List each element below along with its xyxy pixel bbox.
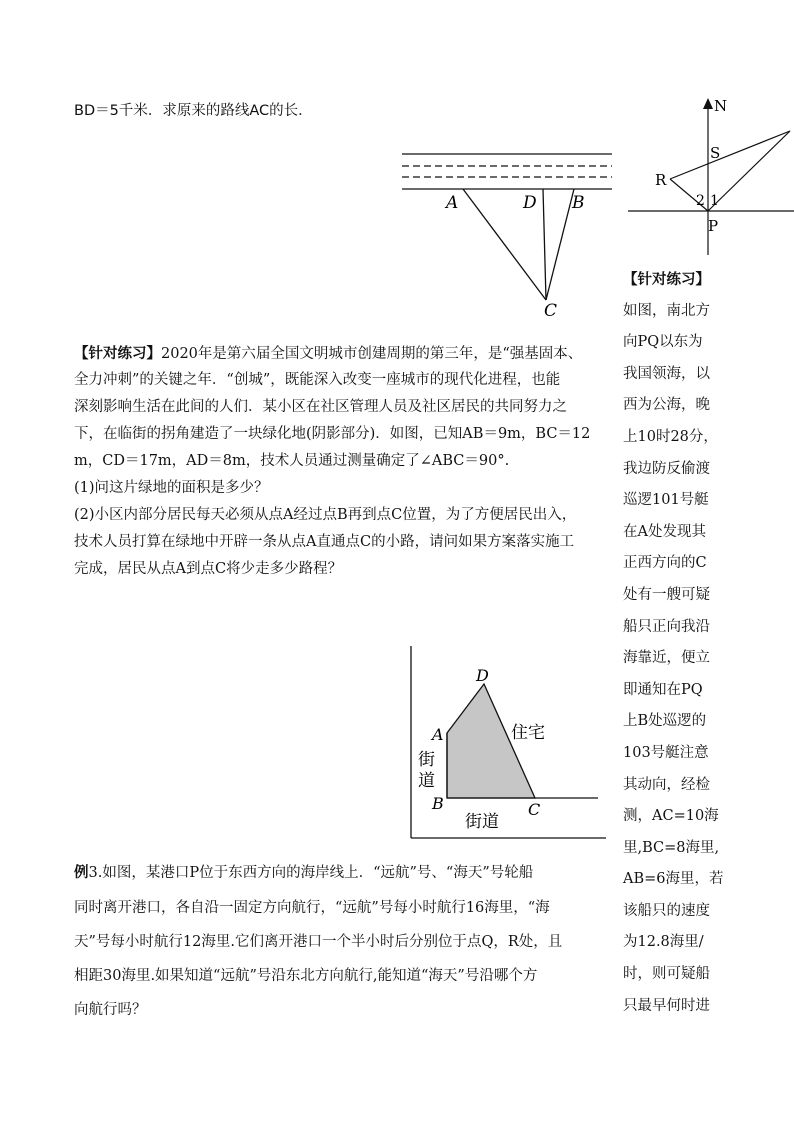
right-line: 该船只的速度 [623,902,710,919]
example3-line-0: 例3.如图，某港口P位于东西方向的海岸线上．“远航”号、“海天”号轮船 [74,864,534,881]
compass-figure [622,95,794,265]
exercise1-heading: 【针对练习】 [74,345,161,362]
label-a: A [446,193,459,213]
example3-line-3: 相距30海里.如果知道“远航”号沿东北方向航行,能知道“海天”号沿哪个方 [74,968,538,984]
label-c: C [544,301,558,320]
right-line: 只最早何时进 [623,997,710,1014]
example3-line-2: 天”号每小时航行12海里.它们离开港口一个半小时后分别位于点Q，R处，且 [74,934,563,950]
example3-line-1: 同时离开港口，各自沿一固定方向航行，“远航”号每小时航行16海里，“海 [74,900,550,916]
example3-heading: 例 [74,864,89,881]
example3-line-4: 向航行吗？ [74,1002,147,1018]
top-text: BD＝5千米．求原来的路线AC的长． [74,103,313,119]
right-column [623,264,743,1022]
label-r: R [655,171,667,189]
segment-rq [670,131,790,179]
label-d: D [523,193,537,213]
road-figure [398,150,614,320]
right-line: 船只正向我沿 [623,618,710,635]
right-line: AB=6海里，若 [623,871,724,888]
segment-bc [546,189,574,300]
right-line: 上B处巡逻的 [623,713,707,730]
right-line: 里,BC=8海里, [623,839,720,856]
right-line: 其动向，经检 [623,776,710,793]
right-line: 我边防反偷渡 [623,460,710,477]
right-line: 西为公海，晚 [623,397,710,414]
label-angle-1: 1 [710,193,719,209]
label-a: A [432,725,444,744]
label-b: B [432,794,444,813]
label-d: D [476,666,489,685]
label-residence: 住宅 [511,723,545,743]
label-s: S [710,144,721,162]
exercise1-line-2: 深刻影响生活在此间的人们．某小区在社区管理人员及社区居民的共同努力之 [74,399,567,415]
right-line: 向PQ以东为 [623,334,703,351]
right-line: 巡逻101号艇 [623,492,709,509]
right-line: 如图，南北方 [623,302,710,319]
label-angle-2: 2 [696,193,705,209]
label-street-left-1: 街 [418,750,435,770]
right-line: 时，则可疑船 [623,966,710,983]
right-line: 处有一艘可疑 [623,586,710,603]
north-arrow-icon [703,98,713,109]
right-column-heading: 【针对练习】 [623,271,710,288]
exercise1-q2-line-2: 技术人员打算在绿地中开辟一条从点A直通点C的小路，请问如果方案落实施工 [74,534,575,550]
segment-dc [543,189,546,300]
right-line: 103号艇注意 [623,744,709,761]
label-b: B [572,193,585,213]
exercise1-q1: (1)问这片绿地的面积是多少？ [74,480,269,496]
exercise1-line-1: 全力冲刺”的关键之年．“创城”，既能深入改变一座城市的现代化进程，也能 [74,372,561,388]
greenland-figure [408,643,608,841]
label-c: C [528,800,541,819]
label-n: N [714,97,728,115]
right-line: 测，AC=10海 [623,808,719,825]
exercise1-q2-line-3: 完成，居民从点A到点C将少走多少路程？ [74,561,343,577]
right-line: 为12.8海里/ [623,934,704,951]
right-line: 正西方向的C [623,555,707,572]
right-line: 在A处发现其 [623,523,706,540]
label-p: P [708,217,719,235]
right-line: 海靠近，便立 [623,650,710,667]
label-street-bottom: 街道 [465,812,499,832]
exercise1-line-4: m，CD＝17m，AD＝8m，技术人员通过测量确定了∠ABC＝90°. [74,453,510,469]
right-line: 即通知在PQ [623,681,703,698]
exercise1-line-3: 下，在临街的拐角建造了一块绿化地(阴影部分)．如图，已知AB＝9m，BC＝12 [74,426,591,442]
right-line: 我国领海，以 [623,365,710,382]
right-line: 上10时28分， [623,428,718,445]
segment-pq [708,131,790,211]
label-street-left-2: 道 [418,771,435,791]
exercise1-line-0: 【针对练习】2020年是第六届全国文明城市创建周期的第三年，是“强基固本、 [74,345,583,362]
exercise1-q2-line-1: (2)小区内部分居民每天必须从点A经过点B再到点C位置，为了方便居民出入， [74,507,577,523]
